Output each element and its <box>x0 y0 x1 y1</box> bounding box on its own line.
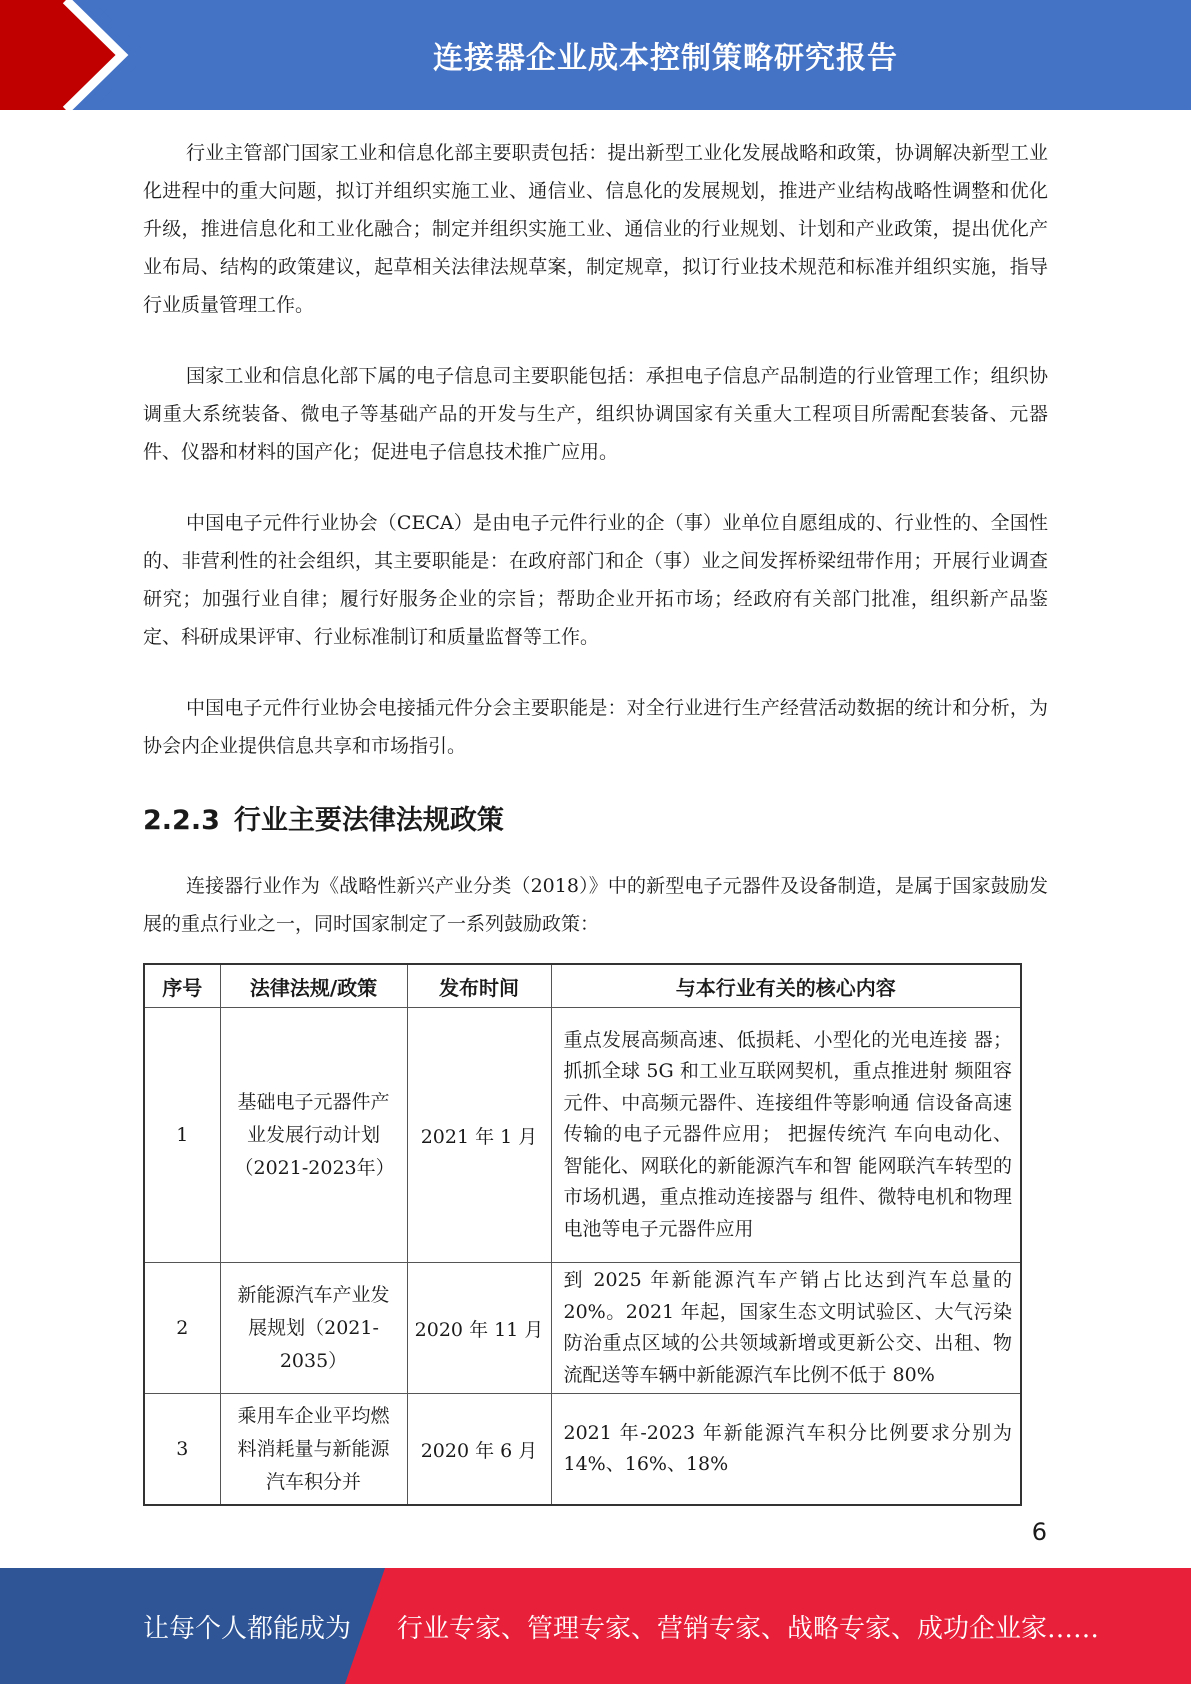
table-row <box>144 1394 1021 1506</box>
cell-no: 1 <box>144 1008 220 1263</box>
cell-content: 到 2025 年新能源汽车产销占比达到汽车总量的 20%。2021 年起，国家生态文明试验区、大气污染防治重点区域的公共领域新增或更新公交、出租、物流配送等车辆中新能源汽车比例不低于 80% <box>551 1263 1021 1394</box>
table-header-row <box>144 964 1021 1008</box>
page-footer <box>0 1568 1191 1684</box>
document-title: 连接器企业成本控制策略研究报告 <box>433 41 898 76</box>
section-heading <box>143 798 1048 837</box>
paragraph-electronics-dept: 国家工业和信息化部下属的电子信息司主要职能包括：承担电子信息产品制造的行业管理工作；组织协调重大系统装备、微电子等基础产品的开发与生产，组织协调国家有关重大工程项目所需配套装备、元器件、仪器和材料的国产化；促进电子信息技术推广应用。 <box>143 365 1048 463</box>
cell-content: 2021 年-2023 年新能源汽车积分比例要求分别为 14%、16%、18% <box>551 1394 1021 1506</box>
table-row <box>144 1008 1021 1263</box>
document-body <box>143 134 1048 971</box>
footer-slogan-left: 让每个人都能成为 <box>143 1613 352 1644</box>
table-row <box>144 1263 1021 1394</box>
cell-content: 重点发展高频高速、低损耗、小型化的光电连接 器；抓抓全球 5G 和工业互联网契机，重点推进射 频阻容元件、中高频元器件、连接组件等影响通 信设备高速传输的电子元器件应用； 把握传统汽 车向电动化、智能化、网联化的新能源汽车和智 能网联汽车转型的市场机遇，重点推动连接器与 组件、微特电机和物理电池等电子元器件应用 <box>551 1008 1021 1263</box>
paragraph-connector-branch: 中国电子元件行业协会电接插元件分会主要职能是：对全行业进行生产经营活动数据的统计和分析，为协会内企业提供信息共享和市场指引。 <box>143 697 1048 757</box>
section-intro: 连接器行业作为《战略性新兴产业分类（2018）》中的新型电子元器件及设备制造，是属于国家鼓励发展的重点行业之一，同时国家制定了一系列鼓励政策： <box>143 875 1048 935</box>
header-content: 与本行业有关的核心内容 <box>551 964 1021 1008</box>
cell-policy: 基础电子元器件产业发展行动计划（2021-2023年） <box>220 1008 407 1263</box>
chevron-arrow-icon <box>0 0 150 110</box>
footer-slogan-right: 行业专家、管理专家、营销专家、战略专家、成功企业家…… <box>397 1613 1100 1644</box>
cell-date: 2021 年 1 月 <box>407 1008 551 1263</box>
cell-no: 3 <box>144 1394 220 1506</box>
header-no: 序号 <box>144 964 220 1008</box>
cell-date: 2020 年 11 月 <box>407 1263 551 1394</box>
header-policy: 法律法规/政策 <box>220 964 407 1008</box>
section-title: 行业主要法律法规政策 <box>233 805 504 836</box>
paragraph-miit-duties: 行业主管部门国家工业和信息化部主要职责包括：提出新型工业化发展战略和政策，协调解决新型工业化进程中的重大问题，拟订并组织实施工业、通信业、信息化的发展规划，推进产业结构战略性调整和优化升级，推进信息化和工业化融合；制定并组织实施工业、通信业的行业规划、计划和产业政策，提出优化产业布局、结构的政策建议，起草相关法律法规草案，制定规章，拟订行业技术规范和标准并组织实施，指导行业质量管理工作。 <box>143 142 1048 316</box>
page-number: 6 <box>1031 1518 1047 1546</box>
cell-policy: 新能源汽车产业发展规划（2021-2035） <box>220 1263 407 1394</box>
section-number: 2.2.3 <box>143 805 220 836</box>
header-date: 发布时间 <box>407 964 551 1008</box>
paragraph-ceca: 中国电子元件行业协会（CECA）是由电子元件行业的企（事）业单位自愿组成的、行业性的、全国性的、非营利性的社会组织，其主要职能是：在政府部门和企（事）业之间发挥桥梁纽带作用；开展行业调查研究；加强行业自律；履行好服务企业的宗旨；帮助企业开拓市场；经政府有关部门批准，组织新产品鉴定、科研成果评审、行业标准制订和质量监督等工作。 <box>143 512 1048 648</box>
cell-policy: 乘用车企业平均燃料消耗量与新能源汽车积分并 <box>220 1394 407 1506</box>
page-header <box>0 0 1191 110</box>
cell-date: 2020 年 6 月 <box>407 1394 551 1506</box>
policy-table <box>143 963 1022 1506</box>
cell-no: 2 <box>144 1263 220 1394</box>
